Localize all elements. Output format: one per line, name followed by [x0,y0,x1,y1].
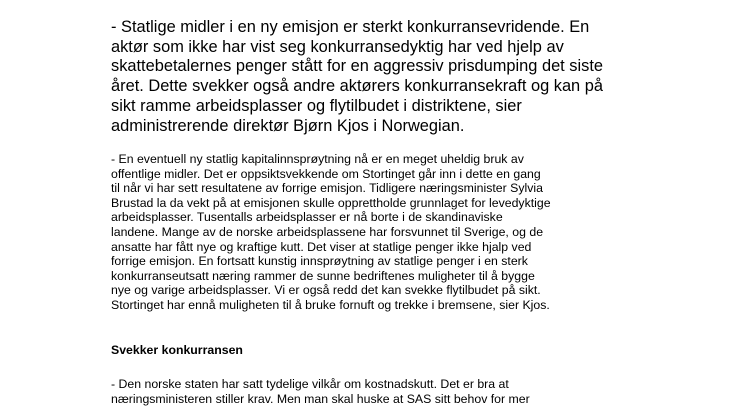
section-heading: Svekker konkurransen [111,343,243,357]
lead-line: sikt ramme arbeidsplasser og flytilbudet i distriktene, sier [111,96,522,115]
paragraph-line: - En eventuell ny statlig kapitalinnsprøytning nå er en meget uheldig bruk av [111,152,524,166]
lead-line: skattebetalernes penger stått for en aggressiv prisdumping det siste [111,57,603,76]
body-paragraph-1 [111,152,671,313]
lead-line: aktør som ikke har vist seg konkurransedyktig har ved hjelp av [111,37,564,56]
paragraph-line: nye og varige arbeidsplasser. Vi er også redd det kan svekke flytilbudet på sikt. [111,283,541,298]
body-paragraph-2 [111,377,671,406]
paragraph-line: - Den norske staten har satt tydelige vilkår om kostnadskutt. Det er bra at [111,377,509,391]
paragraph-line: næringsministeren stiller krav. Men man skal huske at SAS sitt behov for mer [111,391,530,406]
lead-line: administrerende direktør Bjørn Kjos i Norwegian. [111,116,465,135]
paragraph-line: konkurranseutsatt næring rammer de sunne bedriftenes muligheter til å bygge [111,268,535,283]
paragraph-line: arbeidsplasser. Tusentalls arbeidsplasser er nå borte i de skandinaviske [111,210,503,225]
paragraph-line: landene. Mange av de norske arbeidsplassene har forsvunnet til Sverige, og de [111,224,544,239]
paragraph-line: Stortinget har ennå muligheten til å bruke fornuft og trekke i bremsene, sier Kjos. [111,297,550,312]
paragraph-line: ansatte har fått nye og kraftige kutt. Det viser at statlige penger ikke hjalp ved [111,239,532,254]
paragraph-line: forrige emisjon. En fortsatt kunstig innsprøytning av statlige penger i en sterk [111,254,528,269]
paragraph-line: til når vi har sett resultatene av forrige emisjon. Tidligere næringsminister Sylvia [111,181,543,196]
lead-paragraph [111,18,631,136]
lead-line: - Statlige midler i en ny emisjon er sterkt konkurransevridende. En [111,18,590,36]
paragraph-line: offentlige midler. Det er oppsiktsvekkende om Stortinget går inn i dette en gang [111,166,541,181]
lead-line: året. Dette svekker også andre aktørers konkurransekraft og kan på [111,77,603,96]
paragraph-line: Brustad la da vekt på at emisjonen skulle opprettholde grunnlaget for levedyktige [111,195,551,210]
